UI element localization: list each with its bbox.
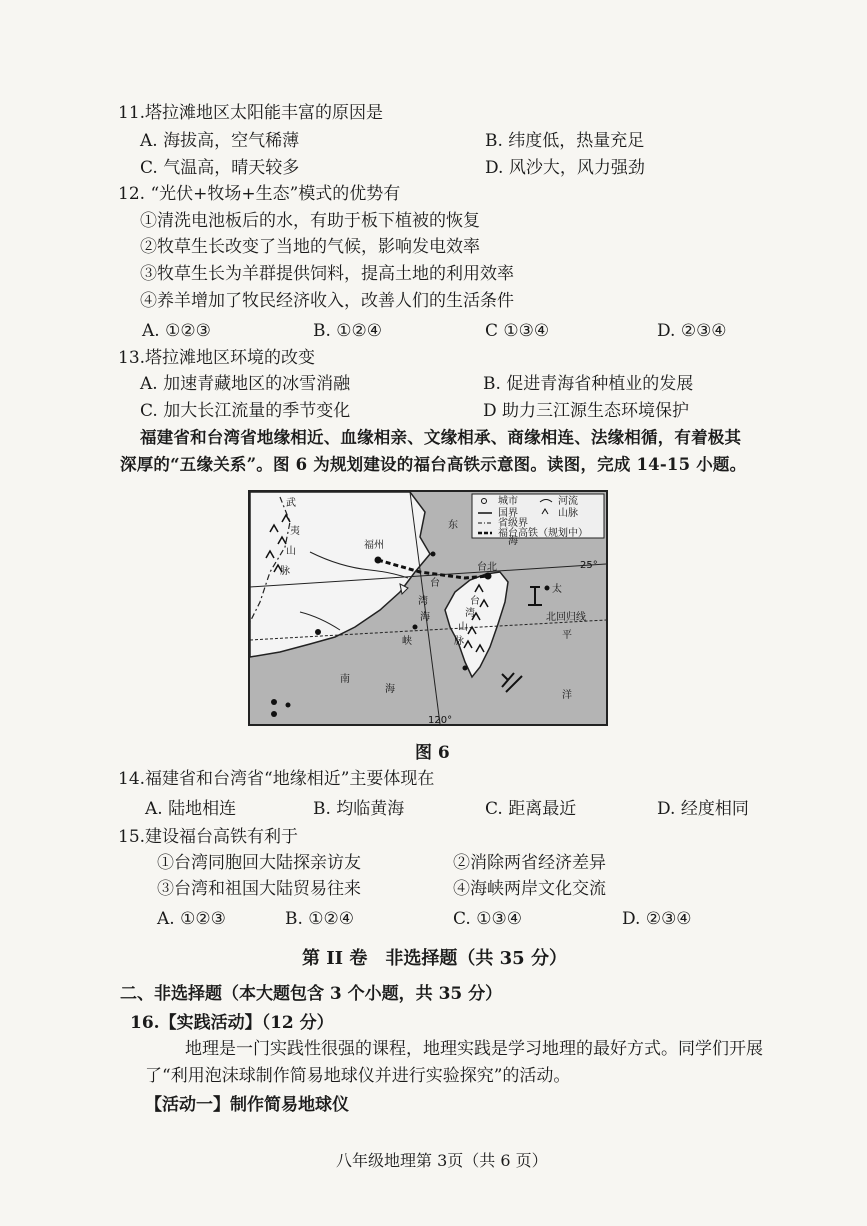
q15-option-b: B. ①②④ [285, 909, 355, 929]
q15-option-a: A. ①②③ [157, 909, 226, 929]
label-wuyi-2: 夷 [290, 526, 300, 537]
q16-title: 16.【实践活动】（12 分） [130, 1013, 334, 1033]
label-fuzhou: 福州 [364, 540, 384, 551]
legend-river: 河流 [558, 496, 578, 507]
q15-statement-1: ①台湾同胞回大陆探亲访友 [157, 853, 361, 873]
activity-1-title: 【活动一】制作简易地球仪 [145, 1095, 349, 1115]
label-wan: 湾 [418, 596, 428, 607]
q15-option-c: C. ①③④ [453, 909, 522, 929]
q15-statement-3: ③台湾和祖国大陆贸易往来 [157, 879, 361, 899]
q13-option-b: B. 促进青海省种植业的发展 [483, 374, 694, 394]
island-dot [286, 703, 291, 708]
fuzhou-city-marker [375, 557, 382, 564]
q13-stem: 13.塔拉滩地区环境的改变 [118, 348, 316, 368]
label-xia: 峡 [402, 636, 412, 647]
q12-statement-2: ②牧草生长改变了当地的气候，影响发电效率 [140, 237, 480, 257]
q12-statement-4: ④养羊增加了牧民经济收入，改善人们的生活条件 [140, 291, 514, 311]
label-taiwan-3: 山 [458, 622, 468, 633]
label-wuyi-3: 山 [286, 546, 296, 557]
q16-paragraph-1: 地理是一门实践性很强的课程，地理实践是学习地理的最好方式。同学们开展 [185, 1039, 763, 1059]
label-lon-120: 120° [428, 715, 453, 724]
q11-option-a: A. 海拔高，空气稀薄 [140, 131, 300, 151]
label-dong: 东 [448, 520, 458, 531]
label-hai-south: 海 [385, 684, 395, 695]
q11-option-c: C. 气温高，晴天较多 [140, 158, 300, 178]
q14-stem: 14.福建省和台湾省“地缘相近”主要体现在 [118, 769, 435, 789]
q15-option-d: D. ②③④ [622, 909, 692, 929]
label-wuyi-4: 脉 [280, 566, 290, 577]
q12-statement-1: ①清洗电池板后的水，有助于板下植被的恢复 [140, 211, 480, 231]
q13-option-c: C. 加大长江流量的季节变化 [140, 401, 351, 421]
label-hai-east: 海 [508, 536, 518, 547]
label-taiwan-2: 湾 [465, 608, 475, 619]
map-figure [248, 490, 608, 726]
legend-province: 省级界 [498, 518, 528, 529]
label-lat-25: 25° [580, 560, 598, 571]
q13-option-d: D 助力三江源生态环境保护 [483, 401, 690, 421]
q14-option-d: D. 经度相同 [657, 799, 749, 819]
island-dot [431, 552, 436, 557]
map-svg [250, 492, 606, 724]
label-nan: 南 [340, 674, 350, 685]
q14-option-a: A. 陆地相连 [145, 799, 237, 819]
island-dot [271, 711, 277, 717]
q12-option-c: C ①③④ [485, 321, 550, 341]
island-dot [545, 586, 550, 591]
label-taiwan-4: 脉 [454, 636, 464, 647]
q12-statement-3: ③牧草生长为羊群提供饲料，提高土地的利用效率 [140, 264, 514, 284]
q11-stem: 11.塔拉滩地区太阳能丰富的原因是 [118, 103, 384, 123]
q15-statement-2: ②消除两省经济差异 [453, 853, 606, 873]
label-taibei: 台北 [477, 562, 497, 573]
page-footer: 八年级地理第 3页（共 6 页） [336, 1151, 548, 1170]
label-ping: 平 [562, 630, 572, 641]
legend-border: 国界 [498, 508, 518, 519]
q11-option-d: D. 风沙大，风力强劲 [485, 158, 645, 178]
legend-mountain: 山脉 [558, 508, 578, 519]
q16-paragraph-2: 了“利用泡沫球制作简易地球仪并进行实验探究”的活动。 [145, 1066, 571, 1086]
part2-title: 第 II 卷 非选择题（共 35 分） [302, 948, 567, 969]
q15-stem: 15.建设福台高铁有利于 [118, 827, 299, 847]
legend-city: 城市 [498, 496, 518, 507]
intro-line-1: 福建省和台湾省地缘相近、血缘相亲、文缘相承、商缘相连、法缘相循，有着极其 [140, 428, 742, 447]
taipei-city-marker [485, 573, 492, 580]
q14-option-b: B. 均临黄海 [313, 799, 405, 819]
label-hai-strait: 海 [420, 612, 430, 623]
label-tai-pacific: 太 [552, 584, 562, 595]
label-wuyi-1: 武 [286, 498, 296, 509]
xiamen-dot [315, 629, 321, 635]
q12-option-b: B. ①②④ [313, 321, 383, 341]
q15-statement-4: ④海峡两岸文化交流 [453, 879, 606, 899]
q14-option-c: C. 距离最近 [485, 799, 577, 819]
legend-rail: 福台高铁（规划中） [498, 528, 588, 539]
island-dot [271, 699, 277, 705]
label-tropic: 北回归线 [546, 612, 586, 623]
figure-caption: 图 6 [415, 743, 450, 763]
island-dot [413, 625, 418, 630]
part2-section: 二、非选择题（本大题包含 3 个小题，共 35 分） [120, 984, 503, 1004]
label-tai: 台 [430, 578, 440, 589]
q12-option-a: A. ①②③ [142, 321, 211, 341]
intro-line-2: 深厚的“五缘关系”。图 6 为规划建设的福台高铁示意图。读图，完成 14-15 小题。 [120, 455, 747, 474]
q13-option-a: A. 加速青藏地区的冰雪消融 [140, 374, 351, 394]
q11-option-b: B. 纬度低，热量充足 [485, 131, 645, 151]
island-dot [463, 666, 468, 671]
q12-option-d: D. ②③④ [657, 321, 727, 341]
label-taiwan-1: 台 [470, 596, 480, 607]
label-yang: 洋 [562, 690, 572, 701]
q12-stem: 12. “光伏+牧场+生态”模式的优势有 [118, 184, 401, 204]
